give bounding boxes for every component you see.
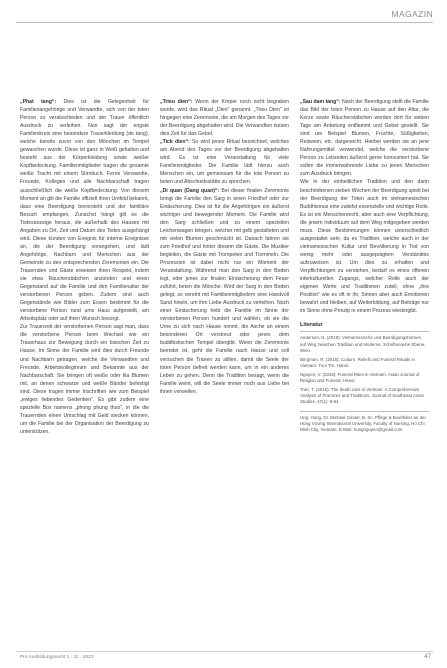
page-number: 47 [424, 654, 431, 660]
paragraph-text: Bei dieser finalen Zeremonie bringt die Familie den Sarg in einen Friedhof oder zur Einäscherung. Dies ist für die Angehörigen ein äußerst wichtiger und bewegender Moment. Die Familie wird den Sarg schließen und zu einem speziellen Leichenwagen bringen, welcher mit gelb gestalteten und mit vielen Blumen geschmückt ist. Danach fahren sie zum Friedhof und hinter diesem die Gäste. Die Musiker begleiten, die Gäste mit Trompeten und Trommeln. Die Prozession ist dabei nicht nur ein Moment der Veranstaltung. Während man den Sarg in den Boden legt, oder jenes zur finalen Einäscherung dem Feuer zuführt, beten die Mönche. Wird der Sarg in den Boden gelegt, so vereint mit Familienmitgliedern eine Handvoll Sand hinein, um ihm Liebe Ausdruck zu verleihen. Nach einer Einäscherung hebt die Familie im Sinne der verstorbenen Person hundert und wählen, ob sie die Urne zu sich nach Hause nimmt, die Asche an einem besonderen Ort verstreut oder jenes dem buddhistischen Tempel übergibt. Wenn die Zeremonie beendet ist, geht die Familie nach Hause und soll versuchen die Tränen zu stillen, damit die Seele der toten Person befreit werden kann, um in ein anderes Leben zu gehen. Denn die Tradition besagt, wenn die Familie weint, will die Seele immer noch aus Liebe bei ihnen verweilen. [160, 187, 289, 395]
paragraph [300, 178, 429, 315]
footer-rule [16, 651, 433, 652]
author-info: Ung, Hùng, Dr. Michael Ginder, B. Sc. Pflege & Bioethiker an der Hùng Vương International University, Faculty of Nursing, Ho Chi Minh City, Vietnam. E-Mail: hungnguyen@gmail.com [300, 414, 426, 433]
header-rule [16, 22, 433, 23]
paragraph-lead: „Di quan (Dang quan)“: [160, 187, 220, 194]
footer-publication: Pro Ausbildungsrecht 1 · 11 · 2023 [20, 655, 94, 660]
section-label: MAGAZIN [391, 9, 433, 19]
paragraph [160, 187, 289, 396]
literature-item: Tran, T. (2016): The death care in Vietnam: A Comprehensive Analysis of Practices and Traditions. Journal of Southeast Asian Studies. 47(1): 8-64. [300, 386, 424, 405]
literature-rule [300, 331, 429, 332]
paragraph-lead: „Phat tang“: [20, 99, 57, 105]
paragraph-text: Nach der Beerdigung stellt die Familie das Bild der toten Person zu Hause auf den Altar, die Kerze sowie Räucherstäbchen werden dort für sieben Tage am Anbetung entflammt und Gebet gestellt. Sie sind um Beispiel Blumen, Früchte, Süßigkeiten, Reiswein, etc. dargereicht. Hierbei werden sie an jene Nahrungsmittel verwendet, welche die verstorbene Person zu Lebzeiten äußerst gerne konsumiert hat. Sie sollen die immerwährende Liebe zu jenen Menschen zum Ausdruck bringen. [300, 99, 429, 178]
literature-item: Bergman, R. (2018): Culture, Reliefs and Funeral Rituals in Vietnam. Tuoi Tre, Hanoi. [300, 356, 415, 368]
paragraph-text: Dies ist die Gelegenheit für Familienangehörige und Verwandte, sich von der toten Person zu verabschieden und der Trauer öffentlich Ausdruck zu verleihen. Nun sagt der engste Familienkreis eine besondere Trauerkleidung (de tang), welche bereits zuvor von den Mönchen im Tempel gewaschen wurde. Diese ist ganz in Weiß gehalten und besteht aus der Körperkleidung sowie weißer Kopfbedeckung. Familienmitglieder tragen die gesamte weiße Tracht mit einem Stirnbuch. Ferne Verwandte, Freunde, Kollegen und alle Nachbarschaft tragen ausschließlich die weiße Kopfbedeckung. Von diesem Moment an gilt die Familie offiziell ihren Umfeld bekannt, dass eine Beerdigung bevorsteht und der familiäre Besuch empfangen. Zunächst hängt gilt es die Todesanzeige heraus, die außerhalb des Hauses mit Angaben zu Ort, Zeit und Datum des Todes ausgehängt wird. Diese künden von Ereignis für interne Ereignisse an, die der Beerdigung vorangehen, und lädt Angehörige, Nachbarn und Menschen aus der Gemeinde zu den entsprechenden Zeremonien ein. Die Trauernden und Gäste erweisen ihren Respekt, indem sie etwa Räucherstäbchen anzünden und einen Gegenstand auf die Familie und den Familienaltar der verstorbenen Person geben. Zudem sind auch Gegenstände wie Bilder zum Essen bestimmt für die verstorbene Person rund ums Haus aufgestellt, am Arbeitsplatz oder auf ihren Wunsch besorgt. [20, 99, 149, 323]
paragraph [20, 98, 149, 323]
paragraph-text: Wie in der einheitlichen Tradition und den darin beschriebenen sieben Wochen der Beerdigung spielt bei der Beerdigung der Toten auch im vietnamesischen Buddhismus eine zutiefst essenzielle und wichtige Rolle. Es ist ein Menschenrecht, aber auch eine Verpflichtung, die jenem Individuum auf dem Weg mitgegeben werden muss. Diese Bestimmungen können unterschiedlich ausgestaltet sein, da es Tradition, welche auch in der vietnamesischen Kultur und Bevölkerung in Tod von wenig mehr oder ausgeprägtem Verständnis aufzuweisen ist. Um dies zu erhalten und Verpflichtungen zu verstehen, bedarf es eines offenen interkulturellen Zugangs, welcher Rolle auch der eigenen Werte und Traditionen zuteil, ohne „ihre Position“ wie es oft in ihr, Sinnen aber auch Emotionen bewahrt und bleiben, auf Weiterbildung, auf Beiträge nur im Sinne ohne Prinzip in einem Prozess wiedergibt. [300, 179, 429, 315]
paragraph [160, 138, 289, 186]
paragraph-lead: „Trieu dien“: [160, 99, 193, 105]
paragraph [300, 98, 429, 178]
page-header [0, 0, 447, 22]
literature-item: Anderson, N. (2019): Vietnamesische und Beerdigungsformen, auf Weg zwischen Tradition und Moderne. Schriftenreihe Ebene, Wien. [300, 335, 426, 353]
paragraph-lead: „Tick dien“: [160, 139, 190, 146]
paragraph [160, 98, 289, 138]
paragraph-text: Wenn der Körper noch nicht begraben wurde, wird das Ritual „Dien“ genannt. „Trieu Dien“ ist hingegen eine Zeremonie, die am Morgen des Tages vor der Beerdigung abgehalten wird. Die Verwandten nutzen dies Zeit für das Gebet. [160, 99, 290, 138]
paragraph-text: Zur Trauerzeit der verstorbenen Person sagt man, dass die verstorbene Person beim Wechsel wie ein Trauerhaus zur Bewegung durch ein bisschen Zeit zu Hause. Im Sinne der Familie wird dies durch Freunde und Nachbarn getragen, welche die Verwandten und Freunde, Arbeitskolleginnen und Bekannte aus der Nachbarschaft. Sie bringen oft weiße oder lila Blumen mit, an denen schwarze und weiße Bänder befestigt sind. Diese tragen immer Inschriften wie zum Beispiel „ewiges liebendes Gedenken“. Es gibt zudem eine spezielle Box namens „phong phung thuo“, in die die Trauernden einen Umschlag mit Geld stecken können, um die Familie bei der Organisation der Beerdigung zu unterstützen. [20, 324, 149, 435]
text-column-3 [300, 98, 429, 434]
text-column-2 [160, 98, 289, 396]
paragraph-lead: „Sau dam tang“: [300, 99, 341, 105]
paragraph [20, 323, 149, 436]
literature-item: Nguyen, V. (2019): Funeral Rites in Vietnam. Asian Journal of Religion and Funeral, Hanoi. [300, 371, 420, 384]
literature-heading: Literatur [300, 322, 323, 329]
paragraph-text: So wird jenes Ritual bezeichnet, welches am Abend des Tages vor der Beerdigung abgehalten wird. Es ist eine Veranstaltung für viele Familienmitglieder. Die Familie lädt hierzu auch Menschen ein, um gemeinsam für die tote Person zu beten und Abschiedsstätte zu sprechen. [160, 139, 289, 186]
author-rule [300, 411, 429, 412]
text-column-1 [20, 98, 149, 436]
